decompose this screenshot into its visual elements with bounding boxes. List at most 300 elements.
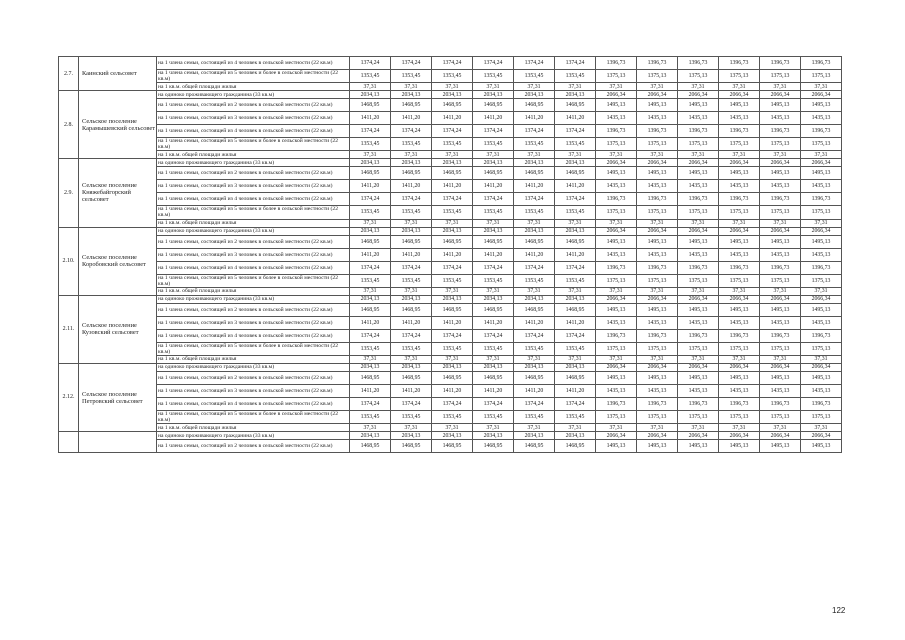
norm-category: на 1 члена семьи, состоящей из 4 человек в сельской местности (22 кв.м) bbox=[157, 125, 350, 138]
value-cell: 1495,13 bbox=[801, 303, 842, 316]
value-cell: 1468,95 bbox=[555, 99, 596, 112]
value-cell: 37,31 bbox=[596, 151, 637, 159]
value-cell: 2066,34 bbox=[678, 91, 719, 99]
value-cell: 1468,95 bbox=[350, 303, 391, 316]
value-cell: 2034,13 bbox=[432, 432, 473, 440]
value-cell: 2066,34 bbox=[678, 227, 719, 235]
value-cell: 1495,13 bbox=[760, 303, 801, 316]
value-cell: 1374,24 bbox=[391, 261, 432, 274]
norm-category: на 1 кв.м. общей площади жилья bbox=[157, 355, 350, 363]
value-cell: 1411,20 bbox=[555, 112, 596, 125]
value-cell: 37,31 bbox=[719, 355, 760, 363]
value-cell: 1375,13 bbox=[678, 206, 719, 219]
value-cell: 1468,95 bbox=[473, 303, 514, 316]
value-cell: 1435,13 bbox=[637, 180, 678, 193]
value-cell: 1353,45 bbox=[473, 70, 514, 83]
value-cell: 2066,34 bbox=[760, 295, 801, 303]
value-cell: 2034,13 bbox=[432, 295, 473, 303]
value-cell: 1374,24 bbox=[514, 397, 555, 410]
value-cell: 1468,95 bbox=[391, 440, 432, 453]
value-cell: 1435,13 bbox=[678, 112, 719, 125]
value-cell: 1375,13 bbox=[678, 70, 719, 83]
value-cell: 1468,95 bbox=[350, 235, 391, 248]
value-cell: 1468,95 bbox=[555, 167, 596, 180]
value-cell: 1374,24 bbox=[555, 57, 596, 70]
value-cell: 1375,13 bbox=[719, 342, 760, 355]
value-cell: 1468,95 bbox=[391, 167, 432, 180]
value-cell: 1435,13 bbox=[801, 316, 842, 329]
value-cell: 2034,13 bbox=[350, 91, 391, 99]
value-cell: 1411,20 bbox=[350, 180, 391, 193]
value-cell: 1396,73 bbox=[801, 193, 842, 206]
value-cell: 37,31 bbox=[801, 355, 842, 363]
value-cell: 1374,24 bbox=[432, 261, 473, 274]
norm-category: на одиноко проживающего гражданина (33 кв.м) bbox=[157, 432, 350, 440]
value-cell: 1375,13 bbox=[596, 274, 637, 287]
value-cell: 1396,73 bbox=[719, 261, 760, 274]
value-cell: 1375,13 bbox=[596, 342, 637, 355]
value-cell: 1396,73 bbox=[719, 329, 760, 342]
settlement-name: Сельское поселение Коробовский сельсовет bbox=[79, 227, 157, 295]
table-row bbox=[59, 83, 842, 91]
value-cell: 1468,95 bbox=[514, 440, 555, 453]
value-cell: 2066,34 bbox=[719, 91, 760, 99]
value-cell: 2034,13 bbox=[473, 227, 514, 235]
value-cell: 37,31 bbox=[514, 219, 555, 227]
value-cell: 37,31 bbox=[555, 151, 596, 159]
value-cell: 1435,13 bbox=[760, 316, 801, 329]
value-cell: 1396,73 bbox=[678, 57, 719, 70]
value-cell: 1435,13 bbox=[801, 384, 842, 397]
value-cell: 1375,13 bbox=[719, 70, 760, 83]
value-cell: 2066,34 bbox=[719, 159, 760, 167]
norm-category: на 1 члена семьи, состоящей из 4 человек в сельской местности (22 кв.м) bbox=[157, 193, 350, 206]
value-cell: 37,31 bbox=[514, 424, 555, 432]
value-cell: 1396,73 bbox=[678, 193, 719, 206]
value-cell: 37,31 bbox=[473, 287, 514, 295]
value-cell: 1468,95 bbox=[432, 99, 473, 112]
value-cell: 2034,13 bbox=[473, 363, 514, 371]
table-row bbox=[59, 151, 842, 159]
value-cell: 1396,73 bbox=[596, 261, 637, 274]
value-cell: 1374,24 bbox=[350, 261, 391, 274]
value-cell: 1435,13 bbox=[596, 384, 637, 397]
value-cell: 1374,24 bbox=[432, 193, 473, 206]
value-cell: 1468,95 bbox=[514, 303, 555, 316]
norm-category: на 1 члена семьи, состоящей из 5 человек и более в сельской местности (22 кв.м) bbox=[157, 342, 350, 355]
value-cell: 1374,24 bbox=[350, 193, 391, 206]
value-cell: 1353,45 bbox=[432, 138, 473, 151]
value-cell: 37,31 bbox=[555, 83, 596, 91]
value-cell: 1374,24 bbox=[473, 261, 514, 274]
norm-category: на одиноко проживающего гражданина (33 кв.м) bbox=[157, 91, 350, 99]
value-cell: 2034,13 bbox=[555, 295, 596, 303]
value-cell: 37,31 bbox=[391, 219, 432, 227]
value-cell: 2066,34 bbox=[760, 91, 801, 99]
table-row bbox=[59, 206, 842, 219]
value-cell: 37,31 bbox=[596, 219, 637, 227]
value-cell: 1495,13 bbox=[678, 167, 719, 180]
value-cell: 2034,13 bbox=[391, 227, 432, 235]
value-cell: 1353,45 bbox=[514, 206, 555, 219]
value-cell: 1495,13 bbox=[719, 167, 760, 180]
value-cell: 1396,73 bbox=[801, 261, 842, 274]
norm-category: на 1 члена семьи, состоящей из 5 человек и более в сельской местности (22 кв.м) bbox=[157, 70, 350, 83]
value-cell: 2034,13 bbox=[514, 159, 555, 167]
value-cell: 1375,13 bbox=[637, 410, 678, 423]
value-cell: 1411,20 bbox=[514, 112, 555, 125]
value-cell: 1468,95 bbox=[350, 371, 391, 384]
value-cell: 37,31 bbox=[432, 83, 473, 91]
value-cell: 1411,20 bbox=[350, 384, 391, 397]
value-cell: 2034,13 bbox=[350, 227, 391, 235]
value-cell: 2034,13 bbox=[391, 91, 432, 99]
value-cell: 1374,24 bbox=[391, 125, 432, 138]
value-cell: 1396,73 bbox=[637, 193, 678, 206]
value-cell: 1353,45 bbox=[391, 410, 432, 423]
value-cell: 2034,13 bbox=[555, 432, 596, 440]
value-cell: 1375,13 bbox=[760, 274, 801, 287]
value-cell: 1396,73 bbox=[760, 261, 801, 274]
value-cell: 1468,95 bbox=[350, 99, 391, 112]
value-cell: 1411,20 bbox=[555, 316, 596, 329]
value-cell: 1375,13 bbox=[719, 410, 760, 423]
value-cell: 1374,24 bbox=[391, 329, 432, 342]
row-number bbox=[59, 432, 79, 453]
value-cell: 1468,95 bbox=[514, 167, 555, 180]
norm-category: на 1 члена семьи, состоящей из 4 человек в сельской местности (22 кв.м) bbox=[157, 397, 350, 410]
value-cell: 1396,73 bbox=[719, 125, 760, 138]
value-cell: 1468,95 bbox=[555, 303, 596, 316]
value-cell: 1353,45 bbox=[555, 274, 596, 287]
settlement-name: Сельское поселение Петровский сельсовет bbox=[79, 363, 157, 431]
value-cell: 2066,34 bbox=[801, 295, 842, 303]
value-cell: 2034,13 bbox=[514, 363, 555, 371]
value-cell: 37,31 bbox=[432, 424, 473, 432]
value-cell: 1353,45 bbox=[473, 206, 514, 219]
table-row bbox=[59, 384, 842, 397]
value-cell: 1396,73 bbox=[596, 329, 637, 342]
value-cell: 1353,45 bbox=[391, 274, 432, 287]
value-cell: 1468,95 bbox=[514, 371, 555, 384]
value-cell: 1374,24 bbox=[350, 125, 391, 138]
value-cell: 1374,24 bbox=[432, 329, 473, 342]
value-cell: 1411,20 bbox=[391, 248, 432, 261]
value-cell: 1375,13 bbox=[637, 70, 678, 83]
row-number: 2.9. bbox=[59, 159, 79, 227]
norm-category: на 1 члена семьи, состоящей из 5 человек и более в сельской местности (22 кв.м) bbox=[157, 138, 350, 151]
value-cell: 1374,24 bbox=[473, 397, 514, 410]
value-cell: 1353,45 bbox=[391, 70, 432, 83]
value-cell: 2066,34 bbox=[719, 295, 760, 303]
value-cell: 1353,45 bbox=[350, 138, 391, 151]
value-cell: 37,31 bbox=[678, 424, 719, 432]
value-cell: 1435,13 bbox=[596, 180, 637, 193]
value-cell: 2034,13 bbox=[391, 159, 432, 167]
value-cell: 1411,20 bbox=[473, 384, 514, 397]
value-cell: 1396,73 bbox=[678, 125, 719, 138]
settlement-name bbox=[79, 432, 157, 453]
value-cell: 37,31 bbox=[514, 287, 555, 295]
row-number: 2.11. bbox=[59, 295, 79, 363]
table-row bbox=[59, 138, 842, 151]
value-cell: 1468,95 bbox=[514, 99, 555, 112]
value-cell: 1435,13 bbox=[678, 248, 719, 261]
value-cell: 2034,13 bbox=[514, 91, 555, 99]
value-cell: 2066,34 bbox=[801, 227, 842, 235]
value-cell: 2066,34 bbox=[637, 91, 678, 99]
value-cell: 1435,13 bbox=[719, 248, 760, 261]
value-cell: 1374,24 bbox=[350, 329, 391, 342]
value-cell: 1396,73 bbox=[596, 397, 637, 410]
value-cell: 37,31 bbox=[801, 424, 842, 432]
value-cell: 1353,45 bbox=[514, 274, 555, 287]
value-cell: 1495,13 bbox=[760, 99, 801, 112]
value-cell: 2034,13 bbox=[473, 432, 514, 440]
value-cell: 37,31 bbox=[350, 287, 391, 295]
value-cell: 1375,13 bbox=[719, 206, 760, 219]
table-row bbox=[59, 193, 842, 206]
value-cell: 1495,13 bbox=[596, 303, 637, 316]
settlement-name: Сельское поселение Кузовский сельсовет bbox=[79, 295, 157, 363]
value-cell: 1353,45 bbox=[514, 138, 555, 151]
value-cell: 37,31 bbox=[473, 355, 514, 363]
norm-category: на 1 члена семьи, состоящей из 4 человек в сельской местности (22 кв.м) bbox=[157, 329, 350, 342]
norm-category: на 1 члена семьи, состоящей из 4 человек в сельской местности (22 кв.м) bbox=[157, 261, 350, 274]
value-cell: 2066,34 bbox=[801, 159, 842, 167]
value-cell: 1353,45 bbox=[555, 342, 596, 355]
value-cell: 1468,95 bbox=[473, 167, 514, 180]
value-cell: 1411,20 bbox=[391, 112, 432, 125]
value-cell: 37,31 bbox=[596, 287, 637, 295]
tariff-table bbox=[58, 56, 842, 453]
value-cell: 1411,20 bbox=[350, 112, 391, 125]
value-cell: 1353,45 bbox=[514, 342, 555, 355]
value-cell: 1353,45 bbox=[555, 70, 596, 83]
value-cell: 1495,13 bbox=[801, 371, 842, 384]
value-cell: 37,31 bbox=[391, 424, 432, 432]
value-cell: 1375,13 bbox=[678, 138, 719, 151]
value-cell: 1411,20 bbox=[514, 180, 555, 193]
value-cell: 1374,24 bbox=[555, 397, 596, 410]
value-cell: 1375,13 bbox=[637, 274, 678, 287]
table-row bbox=[59, 99, 842, 112]
value-cell: 37,31 bbox=[719, 424, 760, 432]
value-cell: 1495,13 bbox=[596, 371, 637, 384]
value-cell: 2066,34 bbox=[596, 295, 637, 303]
value-cell: 37,31 bbox=[760, 151, 801, 159]
value-cell: 1375,13 bbox=[678, 342, 719, 355]
value-cell: 1495,13 bbox=[719, 371, 760, 384]
value-cell: 2034,13 bbox=[514, 227, 555, 235]
value-cell: 1375,13 bbox=[678, 410, 719, 423]
value-cell: 1396,73 bbox=[637, 261, 678, 274]
value-cell: 1375,13 bbox=[801, 138, 842, 151]
value-cell: 1374,24 bbox=[391, 397, 432, 410]
value-cell: 37,31 bbox=[391, 287, 432, 295]
value-cell: 37,31 bbox=[719, 83, 760, 91]
value-cell: 1468,95 bbox=[473, 99, 514, 112]
settlement-name: Сельское поселение Княжебайгорский сельсовет bbox=[79, 159, 157, 227]
value-cell: 1396,73 bbox=[801, 125, 842, 138]
value-cell: 37,31 bbox=[801, 151, 842, 159]
value-cell: 1374,24 bbox=[391, 57, 432, 70]
value-cell: 37,31 bbox=[719, 151, 760, 159]
value-cell: 2066,34 bbox=[719, 363, 760, 371]
value-cell: 37,31 bbox=[678, 355, 719, 363]
value-cell: 37,31 bbox=[801, 287, 842, 295]
value-cell: 1375,13 bbox=[760, 206, 801, 219]
value-cell: 37,31 bbox=[555, 355, 596, 363]
value-cell: 1411,20 bbox=[473, 248, 514, 261]
value-cell: 2066,34 bbox=[596, 363, 637, 371]
value-cell: 1495,13 bbox=[637, 167, 678, 180]
value-cell: 1435,13 bbox=[637, 316, 678, 329]
table-row bbox=[59, 410, 842, 423]
value-cell: 1375,13 bbox=[596, 70, 637, 83]
value-cell: 37,31 bbox=[350, 355, 391, 363]
value-cell: 37,31 bbox=[473, 424, 514, 432]
value-cell: 1468,95 bbox=[555, 235, 596, 248]
value-cell: 2034,13 bbox=[473, 91, 514, 99]
value-cell: 2034,13 bbox=[555, 363, 596, 371]
value-cell: 2034,13 bbox=[350, 432, 391, 440]
value-cell: 1353,45 bbox=[350, 342, 391, 355]
value-cell: 1375,13 bbox=[678, 274, 719, 287]
value-cell: 1396,73 bbox=[637, 397, 678, 410]
value-cell: 1411,20 bbox=[391, 384, 432, 397]
value-cell: 1353,45 bbox=[391, 138, 432, 151]
value-cell: 37,31 bbox=[637, 219, 678, 227]
value-cell: 1468,95 bbox=[391, 371, 432, 384]
table-row bbox=[59, 371, 842, 384]
value-cell: 1374,24 bbox=[555, 125, 596, 138]
table-row bbox=[59, 112, 842, 125]
value-cell: 37,31 bbox=[678, 151, 719, 159]
value-cell: 1353,45 bbox=[473, 138, 514, 151]
page-number: 122 bbox=[832, 606, 846, 615]
value-cell: 1411,20 bbox=[555, 248, 596, 261]
value-cell: 1435,13 bbox=[637, 248, 678, 261]
value-cell: 2034,13 bbox=[350, 363, 391, 371]
value-cell: 1396,73 bbox=[596, 193, 637, 206]
value-cell: 2034,13 bbox=[555, 91, 596, 99]
value-cell: 1374,24 bbox=[350, 57, 391, 70]
table-row bbox=[59, 329, 842, 342]
value-cell: 1396,73 bbox=[596, 57, 637, 70]
table-row bbox=[59, 440, 842, 453]
value-cell: 1411,20 bbox=[514, 384, 555, 397]
value-cell: 37,31 bbox=[514, 355, 555, 363]
value-cell: 1375,13 bbox=[801, 70, 842, 83]
norm-category: на 1 члена семьи, состоящей из 3 человек в сельской местности (22 кв.м) bbox=[157, 248, 350, 261]
value-cell: 2034,13 bbox=[350, 159, 391, 167]
value-cell: 1353,45 bbox=[473, 342, 514, 355]
value-cell: 37,31 bbox=[596, 355, 637, 363]
value-cell: 37,31 bbox=[719, 287, 760, 295]
value-cell: 1435,13 bbox=[801, 112, 842, 125]
value-cell: 37,31 bbox=[350, 151, 391, 159]
value-cell: 1495,13 bbox=[678, 99, 719, 112]
value-cell: 1353,45 bbox=[432, 274, 473, 287]
table-row bbox=[59, 180, 842, 193]
value-cell: 37,31 bbox=[637, 151, 678, 159]
value-cell: 1396,73 bbox=[637, 125, 678, 138]
value-cell: 1468,95 bbox=[514, 235, 555, 248]
value-cell: 1396,73 bbox=[637, 329, 678, 342]
value-cell: 2034,13 bbox=[432, 363, 473, 371]
value-cell: 37,31 bbox=[555, 424, 596, 432]
norm-category: на 1 кв.м. общей площади жилья bbox=[157, 219, 350, 227]
value-cell: 2066,34 bbox=[760, 227, 801, 235]
value-cell: 1353,45 bbox=[432, 342, 473, 355]
table-row bbox=[59, 167, 842, 180]
value-cell: 1396,73 bbox=[801, 397, 842, 410]
value-cell: 2066,34 bbox=[801, 91, 842, 99]
norm-category: на 1 члена семьи, состоящей из 2 человек в сельской местности (22 кв.м) bbox=[157, 167, 350, 180]
value-cell: 2034,13 bbox=[350, 295, 391, 303]
value-cell: 1495,13 bbox=[678, 440, 719, 453]
value-cell: 1495,13 bbox=[719, 99, 760, 112]
table-row bbox=[59, 219, 842, 227]
table-row bbox=[59, 363, 842, 371]
table-row bbox=[59, 57, 842, 70]
value-cell: 1468,95 bbox=[432, 371, 473, 384]
value-cell: 1411,20 bbox=[514, 248, 555, 261]
value-cell: 2066,34 bbox=[719, 432, 760, 440]
value-cell: 1435,13 bbox=[719, 316, 760, 329]
value-cell: 2066,34 bbox=[596, 91, 637, 99]
norm-category: на 1 члена семьи, состоящей из 2 человек в сельской местности (22 кв.м) bbox=[157, 235, 350, 248]
table-row bbox=[59, 316, 842, 329]
table-row bbox=[59, 355, 842, 363]
value-cell: 1396,73 bbox=[719, 397, 760, 410]
norm-category: на 1 кв.м. общей площади жилья bbox=[157, 424, 350, 432]
value-cell: 37,31 bbox=[719, 219, 760, 227]
value-cell: 2034,13 bbox=[432, 227, 473, 235]
norm-category: на 1 члена семьи, состоящей из 2 человек в сельской местности (22 кв.м) bbox=[157, 303, 350, 316]
value-cell: 1375,13 bbox=[596, 410, 637, 423]
value-cell: 2066,34 bbox=[678, 295, 719, 303]
value-cell: 2066,34 bbox=[596, 159, 637, 167]
value-cell: 1411,20 bbox=[350, 248, 391, 261]
value-cell: 1375,13 bbox=[801, 342, 842, 355]
value-cell: 1435,13 bbox=[760, 384, 801, 397]
settlement-name: Сельское поселение Карамышевский сельсовет bbox=[79, 91, 157, 159]
value-cell: 1353,45 bbox=[350, 410, 391, 423]
norm-category: на 1 члена семьи, состоящей из 2 человек в сельской местности (22 кв.м) bbox=[157, 371, 350, 384]
value-cell: 1353,45 bbox=[514, 70, 555, 83]
value-cell: 1411,20 bbox=[555, 180, 596, 193]
value-cell: 1353,45 bbox=[432, 206, 473, 219]
value-cell: 1396,73 bbox=[760, 329, 801, 342]
value-cell: 37,31 bbox=[391, 355, 432, 363]
value-cell: 1495,13 bbox=[596, 440, 637, 453]
value-cell: 1375,13 bbox=[637, 206, 678, 219]
value-cell: 37,31 bbox=[637, 83, 678, 91]
value-cell: 2034,13 bbox=[514, 295, 555, 303]
norm-category: на 1 члена семьи, состоящей из 5 человек и более в сельской местности (22 кв.м) bbox=[157, 410, 350, 423]
value-cell: 2034,13 bbox=[391, 432, 432, 440]
value-cell: 1495,13 bbox=[760, 371, 801, 384]
value-cell: 1353,45 bbox=[391, 342, 432, 355]
value-cell: 1468,95 bbox=[555, 371, 596, 384]
value-cell: 37,31 bbox=[350, 83, 391, 91]
value-cell: 1375,13 bbox=[801, 206, 842, 219]
norm-category: на 1 члена семьи, состоящей из 2 человек в сельской местности (22 кв.м) bbox=[157, 440, 350, 453]
value-cell: 37,31 bbox=[760, 83, 801, 91]
value-cell: 1396,73 bbox=[678, 261, 719, 274]
